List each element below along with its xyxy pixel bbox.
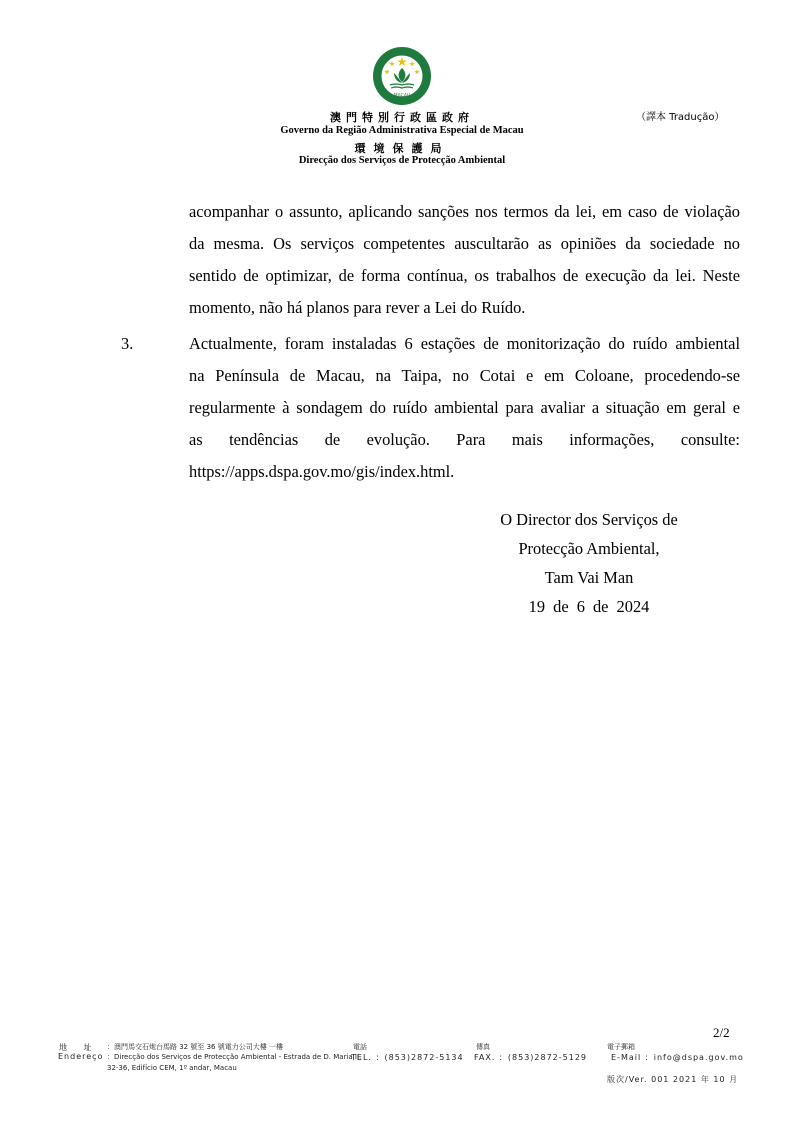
footer-address-label-zh: 地 址: [59, 1043, 99, 1052]
footer-address-pt-line2: 32-36, Edifício CEM, 1º andar, Macau: [107, 1064, 237, 1072]
paragraph-line: da mesma. Os serviços competentes auscultarão as opiniões da sociedade no: [189, 234, 740, 253]
header-dept-pt: Direcção dos Serviços de Protecção Ambiental: [298, 155, 506, 166]
footer-address-pt: ：Direcção dos Serviços de Protecção Ambiental - Estrada de D. Maria II,: [107, 1053, 362, 1061]
paragraph-link-line[interactable]: https://apps.dspa.gov.mo/gis/index.html.: [189, 462, 455, 481]
signature-date: 19 de 6 de 2024: [528, 597, 650, 616]
paragraph-line: Actualmente, foram instaladas 6 estações de monitorização do ruído ambiental: [189, 334, 740, 353]
footer-address-label-pt: Endereço: [58, 1052, 104, 1061]
paragraph-continuation: [189, 196, 740, 324]
page-number: 2/2: [713, 1025, 730, 1040]
footer-fax: FAX. ：(853)2872-5129: [474, 1053, 588, 1062]
paragraph-line: regularmente à sondagem do ruído ambiental para avaliar a situação em geral e: [189, 398, 740, 417]
footer-tel-label: 電話: [353, 1043, 367, 1051]
header-org-zh: 澳門特別行政區政府: [330, 111, 474, 124]
paragraph-line: sentido de optimizar, de forma contínua, os trabalhos de execução da lei. Neste: [189, 266, 740, 285]
footer-tel: TEL. ：(853)2872-5134: [351, 1053, 464, 1062]
header-dept-zh: 環境保護局: [354, 142, 450, 155]
item-number: 3.: [121, 334, 134, 353]
footer-email[interactable]: E-Mail ：info@dspa.gov.mo: [611, 1053, 744, 1062]
paragraph-line: momento, não há planos para rever a Lei do Ruído.: [189, 298, 526, 317]
header-org-pt: Governo da Região Administrativa Especial de Macau: [280, 125, 524, 136]
macau-emblem-icon: [372, 46, 432, 106]
footer-address-zh: ：澳門馬交石炮台馬路 32 號至 36 號電力公司大樓 一樓: [107, 1043, 283, 1051]
paragraph-item-3: [189, 328, 740, 488]
paragraph-line: as tendências de evolução. Para mais informações, consulte:: [189, 430, 740, 449]
footer-email-label: 電子郵箱: [607, 1043, 635, 1051]
footer-version: 版次/Ver. 001 2021 年 10 月: [607, 1075, 739, 1084]
footer-fax-label: 傳真: [476, 1043, 490, 1051]
emblem-text: MACAU: [393, 93, 411, 99]
signature-title-line1: O Director dos Serviços de: [500, 510, 678, 529]
translation-note: （譯本 Tradução）: [636, 112, 725, 123]
paragraph-line: na Península de Macau, na Taipa, no Cotai e em Coloane, procedendo-se: [189, 366, 740, 385]
signature-name: Tam Vai Man: [544, 568, 634, 587]
signature-title-line2: Protecção Ambiental,: [518, 539, 660, 558]
paragraph-line: acompanhar o assunto, aplicando sanções nos termos da lei, em caso de violação: [189, 202, 740, 221]
